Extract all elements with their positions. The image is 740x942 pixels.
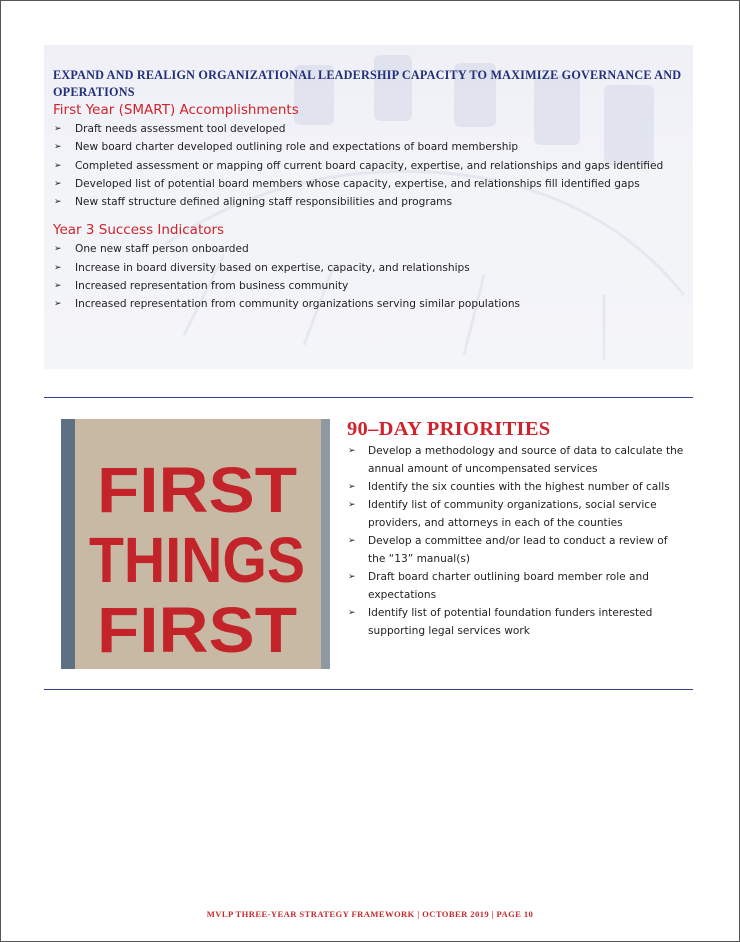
priorities-list [347,442,687,640]
arrow-bullet-icon: ➢ [54,299,62,310]
arrow-bullet-icon: ➢ [348,608,356,618]
list-item: ➢ Increase in board diversity based on expertise, capacity, and relationships [53,259,683,277]
list-item: ➢ Identify list of community organizations, social service providers, and attorneys in each of the counties [347,496,687,532]
leadership-panel [44,45,693,369]
section-divider [44,397,693,398]
arrow-bullet-icon: ➢ [54,197,62,208]
first-year-title: First Year (SMART) Accomplishments [53,102,299,118]
first-things-first-sign-image [61,419,330,669]
arrow-bullet-icon: ➢ [54,142,62,153]
list-item: ➢ Develop a methodology and source of data to calculate the annual amount of uncompensated services [347,442,687,478]
arrow-bullet-icon: ➢ [54,244,62,255]
list-item: ➢ One new staff person onboarded [53,240,683,258]
sign-line-1: FIRST [97,454,297,526]
arrow-bullet-icon: ➢ [348,446,356,456]
priorities-title: 90–DAY PRIORITIES [347,418,551,440]
section-heading: EXPAND AND REALIGN ORGANIZATIONAL LEADERSHIP CAPACITY TO MAXIMIZE GOVERNANCE AND OPERATIONS [53,68,682,99]
list-item: ➢ Developed list of potential board members whose capacity, expertise, and relationships fill identified gaps [53,175,683,193]
arrow-bullet-icon: ➢ [54,281,62,292]
arrow-bullet-icon: ➢ [54,178,62,189]
arrow-bullet-icon: ➢ [54,160,62,171]
list-item: ➢ New board charter developed outlining role and expectations of board membership [53,138,683,156]
list-item: ➢ Increased representation from community organizations serving similar populations [53,295,683,313]
priorities-section [347,417,687,640]
arrow-bullet-icon: ➢ [54,262,62,273]
year-three-list [53,240,683,313]
first-year-list [53,120,683,211]
list-item: ➢ Draft needs assessment tool developed [53,120,683,138]
sign-line-3: FIRST [97,594,297,666]
list-item: ➢ New staff structure defined aligning staff responsibilities and programs [53,193,683,211]
list-item: ➢ Completed assessment or mapping off current board capacity, expertise, and relationships and gaps identified [53,157,683,175]
list-item: ➢ Identify list of potential foundation funders interested supporting legal services work [347,604,687,640]
list-item: ➢ Draft board charter outlining board member role and expectations [347,568,687,604]
list-item: ➢ Increased representation from business community [53,277,683,295]
arrow-bullet-icon: ➢ [348,500,356,510]
arrow-bullet-icon: ➢ [348,482,356,492]
arrow-bullet-icon: ➢ [54,124,62,134]
section-divider [44,689,693,690]
year-three-title: Year 3 Success Indicators [53,222,225,239]
arrow-bullet-icon: ➢ [348,572,356,582]
arrow-bullet-icon: ➢ [348,536,356,546]
page-footer: MVLP THREE-YEAR STRATEGY FRAMEWORK | OCTOBER 2019 | PAGE 10 [206,909,534,919]
list-item: ➢ Develop a committee and/or lead to conduct a review of the “13” manual(s) [347,532,687,568]
list-item: ➢ Identify the six counties with the highest number of calls [347,478,687,496]
sign-line-2: THINGS [89,524,305,596]
